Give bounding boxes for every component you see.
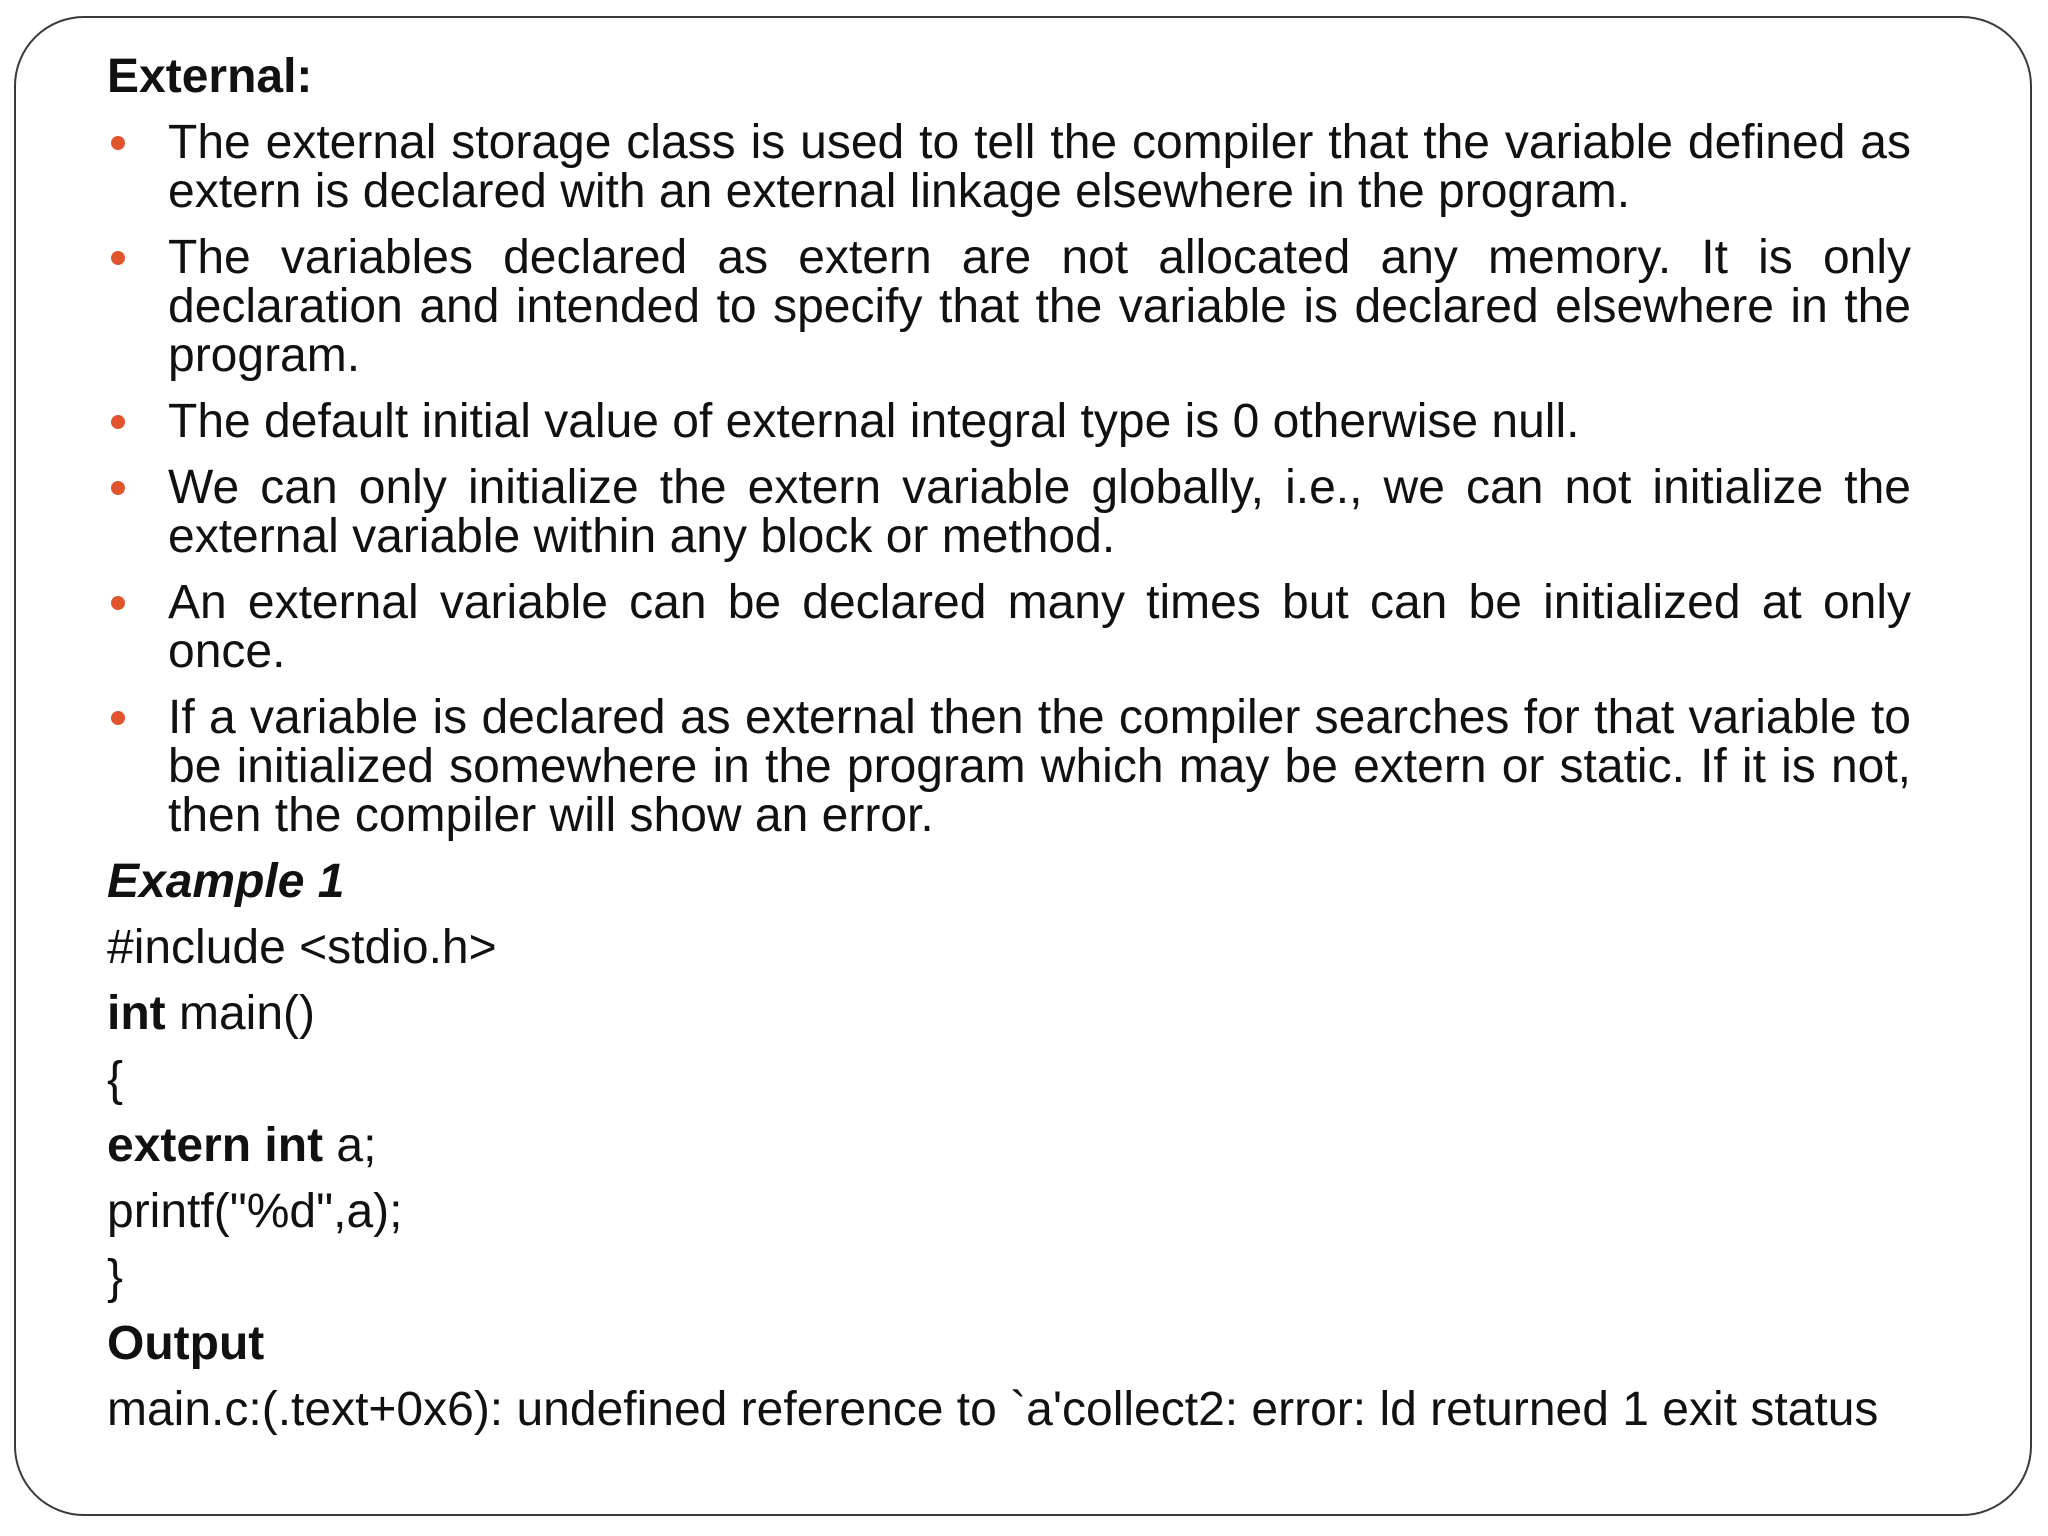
- bullet-text: An external variable can be declared many times but can be initialized at only once.: [168, 576, 1911, 678]
- bullet-dot-icon: [111, 481, 125, 495]
- code-line: [107, 1055, 1911, 1104]
- code-line: [107, 923, 1911, 972]
- bullet-item: [107, 397, 1911, 446]
- bullet-item: [107, 118, 1911, 216]
- section-heading: External:: [107, 50, 313, 103]
- code-line: [107, 1121, 1911, 1170]
- bullet-item: [107, 233, 1911, 380]
- bullet-text: The variables declared as extern are not allocated any memory. It is only declaration and intended to specify that the variable is declared elsewhere in the program.: [168, 231, 1911, 382]
- bullet-dot-icon: [111, 251, 125, 265]
- example-title: Example 1: [107, 855, 345, 908]
- bullet-dot-icon: [111, 711, 125, 725]
- code-keyword: extern int: [107, 1119, 324, 1172]
- bullet-text: If a variable is declared as external then the compiler searches for that variable to be initialized somewhere in the program which may be extern or static. If it is not, then the compiler will show an error.: [168, 691, 1911, 842]
- code-line: [107, 1253, 1911, 1302]
- output-text: main.c:(.text+0x6): undefined reference to `a'collect2: error: ld returned 1 exit status: [107, 1383, 1879, 1436]
- output-title: Output: [107, 1317, 265, 1370]
- code-text: main(): [165, 987, 315, 1040]
- code-line: [107, 989, 1911, 1038]
- bullet-dot-icon: [111, 415, 125, 429]
- bullet-item: [107, 693, 1911, 840]
- slide-content: [107, 52, 1911, 1434]
- code-line: [107, 1187, 1911, 1236]
- code-text: a;: [323, 1119, 377, 1172]
- code-text: #include <stdio.h>: [107, 921, 497, 974]
- code-keyword: int: [107, 987, 166, 1040]
- bullet-list: [107, 118, 1911, 840]
- bullet-text: The external storage class is used to tell the compiler that the variable defined as extern is declared with an external linkage elsewhere in the program.: [168, 116, 1911, 218]
- bullet-dot-icon: [111, 136, 125, 150]
- code-text: }: [107, 1251, 124, 1304]
- code-text: {: [107, 1053, 124, 1106]
- code-text: printf("%d",a);: [107, 1185, 403, 1238]
- bullet-dot-icon: [111, 596, 125, 610]
- code-block: [107, 923, 1911, 1302]
- bullet-text: We can only initialize the extern variable globally, i.e., we can not initialize the external variable within any block or method.: [168, 461, 1911, 563]
- bullet-item: [107, 463, 1911, 561]
- bullet-text: The default initial value of external integral type is 0 otherwise null.: [168, 395, 1580, 448]
- bullet-item: [107, 578, 1911, 676]
